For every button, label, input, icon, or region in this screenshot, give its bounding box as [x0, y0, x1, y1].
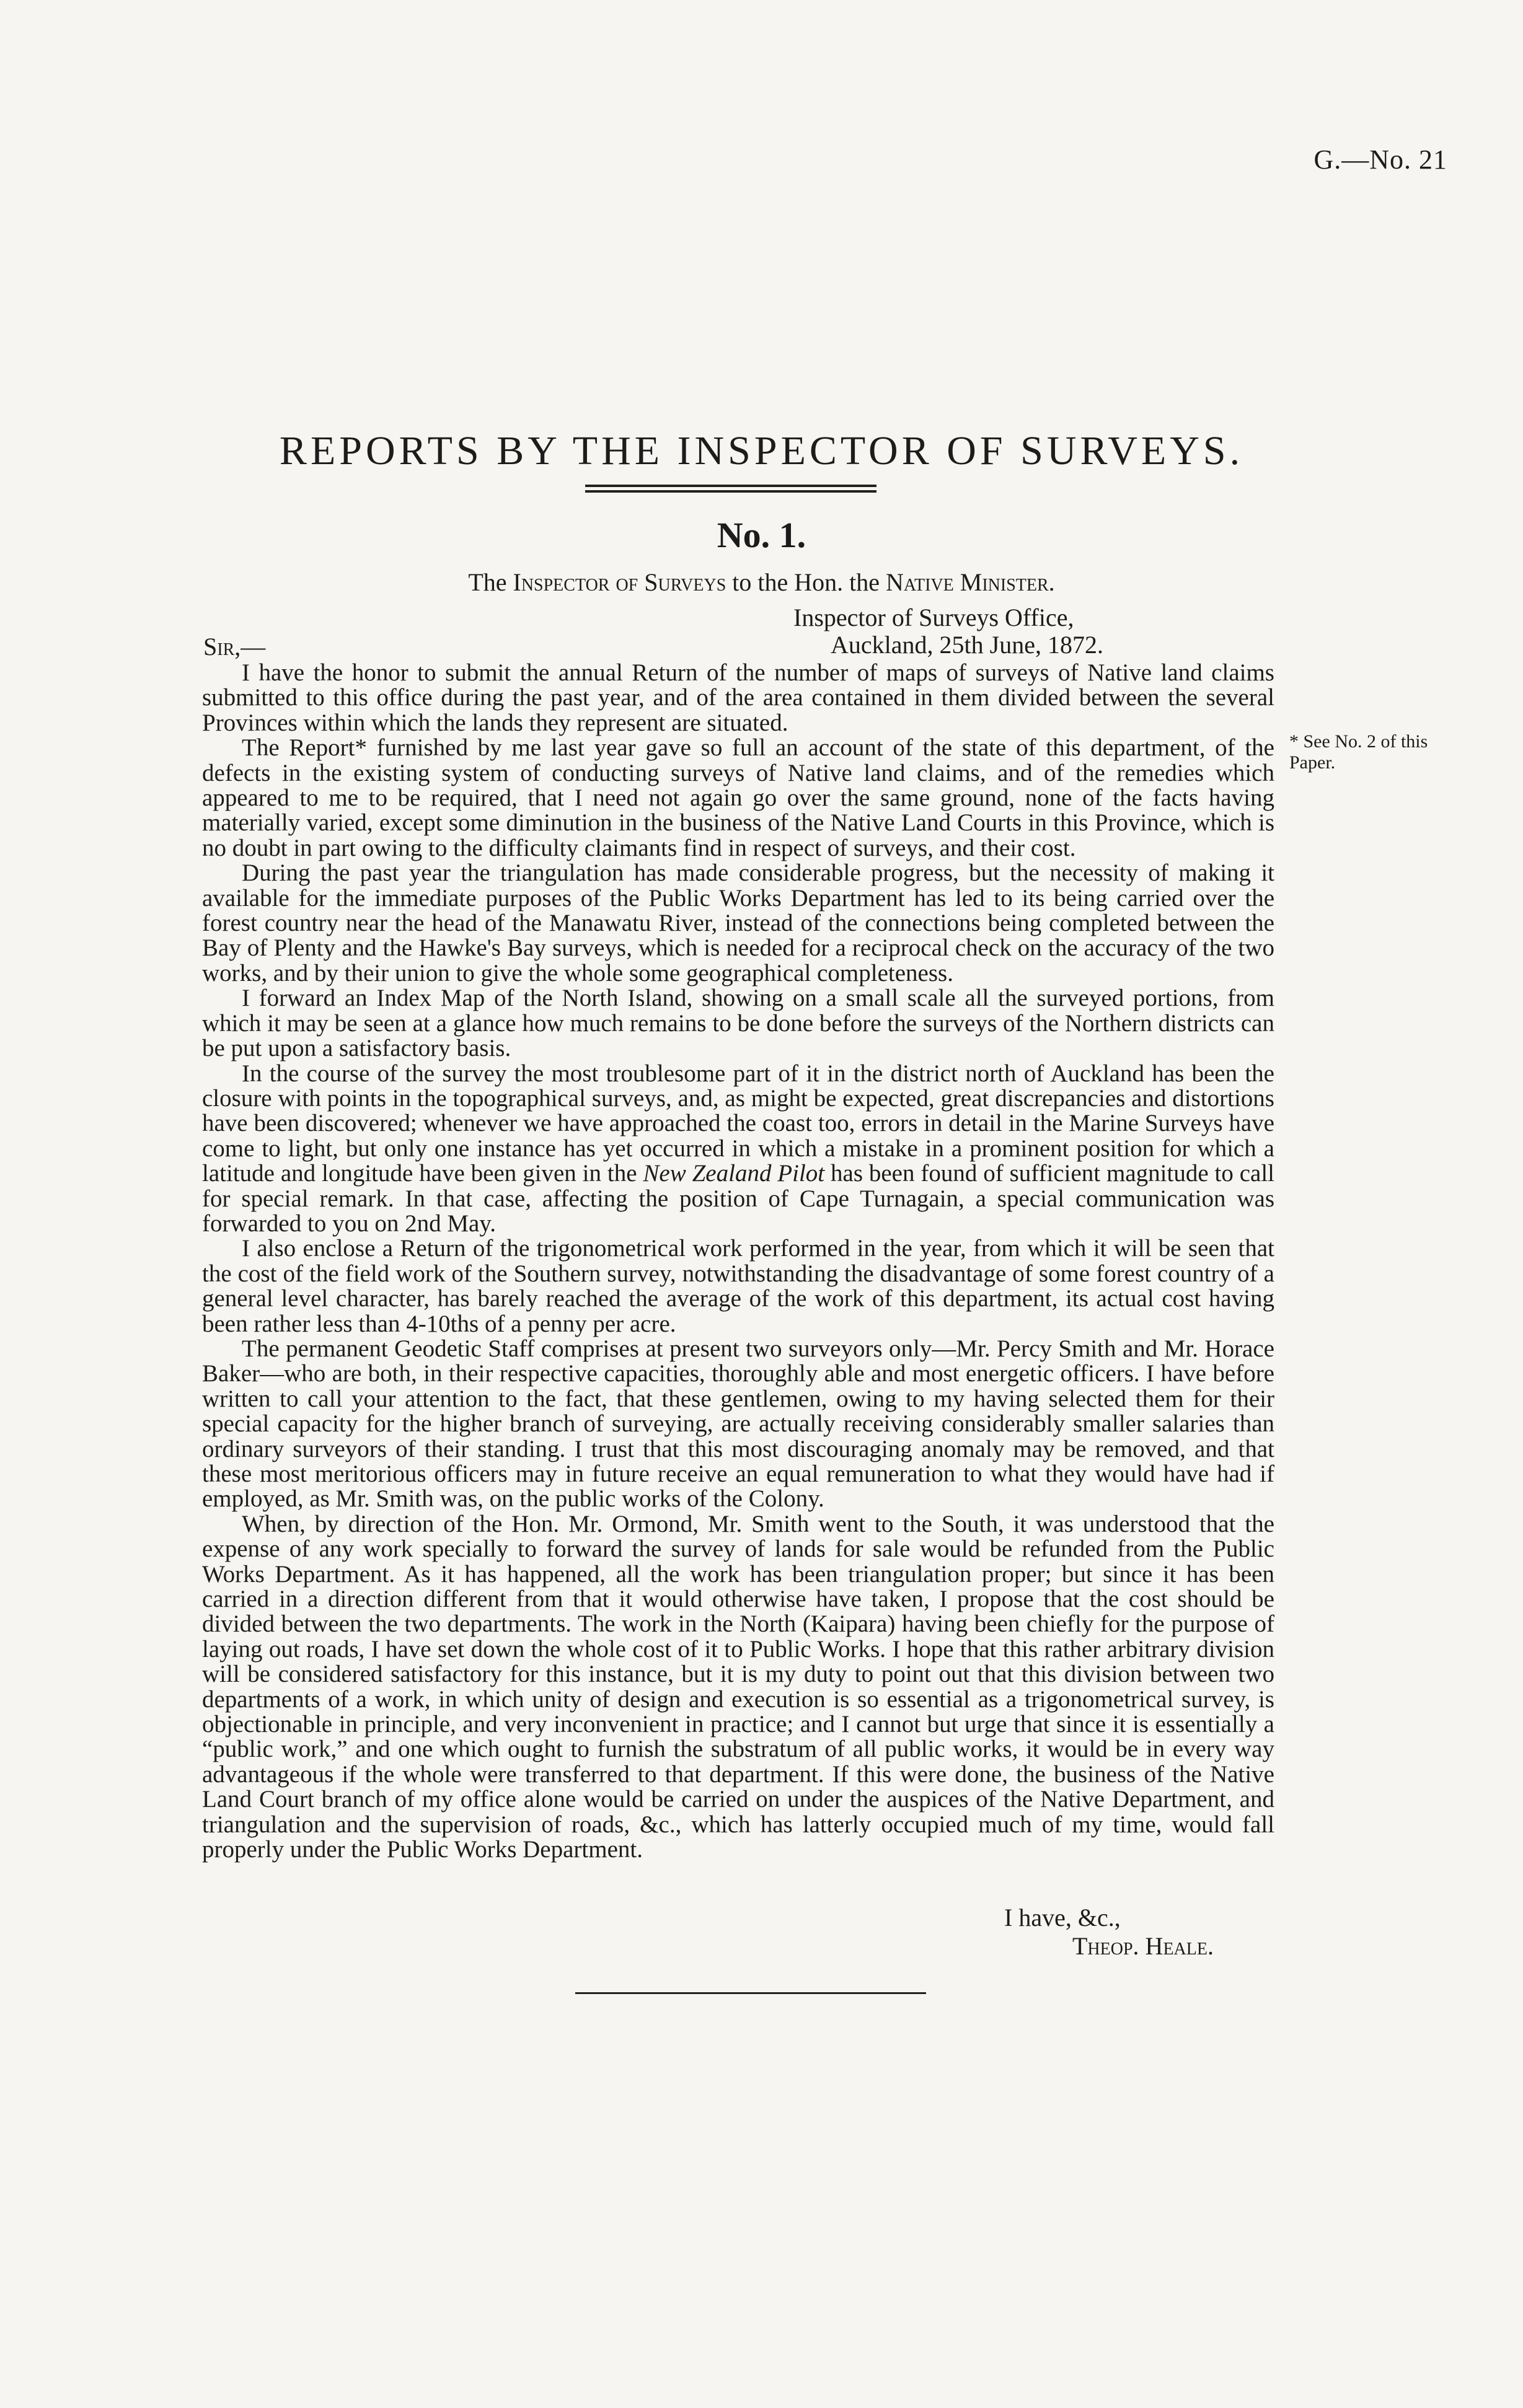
paragraph-8: When, by direction of the Hon. Mr. Ormond, Mr. Smith went to the South, it was understood that the expense of any work specially to forward the survey of lands for sale would be refunded from the Public Works Department. As it has happened, all the work has been triangulation proper; but since it has been carried in a direction different from that it would otherwise have taken, I propose that the cost should be divided between the two departments. The work in the North (Kaipara) having been chiefly for the purpose of laying out roads, I have set down the whole cost of it to Public Works. I hope that this rather arbitrary division will be considered satisfactory for this instance, but it is my duty to point out that this division between two departments of a work, in which unity of design and execution is so essential as a trigonometrical survey, is objectionable in principle, and very inconvenient in practice; and I cannot but urge that since it is essentially a “public work,” and one which ought to furnish the substratum of all public works, it would be in every way advantageous if the whole were transferred to that department. If this were done, the business of the Native Land Court branch of my office alone would be carried on under the auspices of the Native Department, and triangulation and the supervision of roads, &c., which has latterly occupied much of my time, would fall properly under the Public Works Department. — [202, 1510, 1274, 1863]
closing-line: I have, &c., — [1004, 1904, 1121, 1931]
paragraph-5-text: In the course of the survey the most troublesome part of it in the district north of Auckland has been the closure with points in the topographical surveys, and, as might be expected, great discrepancies and distortions have been discovered; whenever we have approached the coast too, errors in detail in the Marine Surveys have come to light, but only one instance has yet occurred in which a mistake in a prominent position for which a latitude and longitude have been given in the — [202, 1060, 1274, 1187]
heading-middle: to the Hon. the — [732, 568, 880, 596]
page-reference: G.—No. 21 — [1313, 144, 1447, 175]
paragraph-1: I have the honor to submit the annual Return of the number of maps of surveys of Native land claims submitted to this office during the past year, and of the area contained in them divided between the several Provinces within which the lands they represent are situated. — [202, 659, 1274, 736]
paragraph-5 — [202, 1061, 1274, 1237]
title-rule-lower — [585, 490, 876, 493]
closing-block — [1004, 1904, 1214, 1961]
paragraph-5-rest: has been found of sufficient magnitude to call for special remark. In that case, affecting the position of Cape Turnagain, a special communication was forwarded to you on 2nd May. — [202, 1160, 1274, 1237]
office-address — [793, 604, 1103, 659]
end-rule — [575, 1992, 926, 1994]
letter-heading — [0, 568, 1523, 597]
heading-to: Native Minister. — [886, 568, 1055, 596]
publication-title: New Zealand Pilot — [643, 1160, 825, 1187]
heading-from: Inspector of Surveys — [513, 568, 726, 596]
page-title: REPORTS BY THE INSPECTOR OF SURVEYS. — [279, 428, 1244, 473]
letter-body — [202, 661, 1274, 1863]
title-rule-upper — [585, 485, 876, 487]
office-line: Inspector of Surveys Office, — [793, 604, 1074, 631]
paragraph-6: I also enclose a Return of the trigonometrical work performed in the year, from which it will be seen that the cost of the field work of the Southern survey, notwithstanding the disadvantage of some forest country of a general level character, has barely reached the average of the work of this department, its actual cost having been rather less than 4-10ths of a penny per acre. — [202, 1235, 1274, 1337]
document-number: No. 1. — [717, 515, 806, 555]
paragraph-2: The Report* furnished by me last year gave so full an account of the state of this department, of the defects in the existing system of conducting surveys of Native land claims, and of the remedies which appeared to me to be required, that I need not again go over the same ground, none of the facts having materially varied, except some diminution in the business of the Native Land Courts in this Province, which is no doubt in part owing to the difficulty claimants find in respect of surveys, and their cost. — [202, 734, 1274, 861]
heading-prefix: The — [468, 568, 507, 596]
paragraph-3: During the past year the triangulation has made considerable progress, but the necessity of making it available for the immediate purposes of the Public Works Department has led to its being carried over the forest country near the head of the Manawatu River, instead of the connections being completed between the Bay of Plenty and the Hawke's Bay surveys, which is needed for a reciprocal check on the accuracy of the two works, and by their union to give the whole some geographical completeness. — [202, 859, 1274, 986]
office-date: Auckland, 25th June, 1872. — [831, 631, 1103, 659]
paragraph-7: The permanent Geodetic Staff comprises at present two surveyors only—Mr. Percy Smith and Mr. Horace Baker—who are both, in their respective capacities, thoroughly able and most energetic officers. I have before written to call your attention to the fact, that these gentlemen, owing to my having selected them for their special capacity for the higher branch of surveying, are actually receiving considerably smaller salaries than ordinary surveyors of their standing. I trust that this most discouraging anomaly may be removed, and that these most meritorious officers may in future receive an equal remuneration to what they would have had if employed, as Mr. Smith was, on the public works of the Colony. — [202, 1335, 1274, 1513]
paragraph-4: I forward an Index Map of the North Island, showing on a small scale all the surveyed portions, from which it may be seen at a glance how much remains to be done before the surveys of the Northern districts can be put upon a satisfactory basis. — [202, 985, 1274, 1062]
signature: Theop. Heale. — [1072, 1932, 1214, 1960]
salutation: Sir,— — [203, 633, 266, 661]
margin-footnote: * See No. 2 of this Paper. — [1289, 731, 1428, 773]
